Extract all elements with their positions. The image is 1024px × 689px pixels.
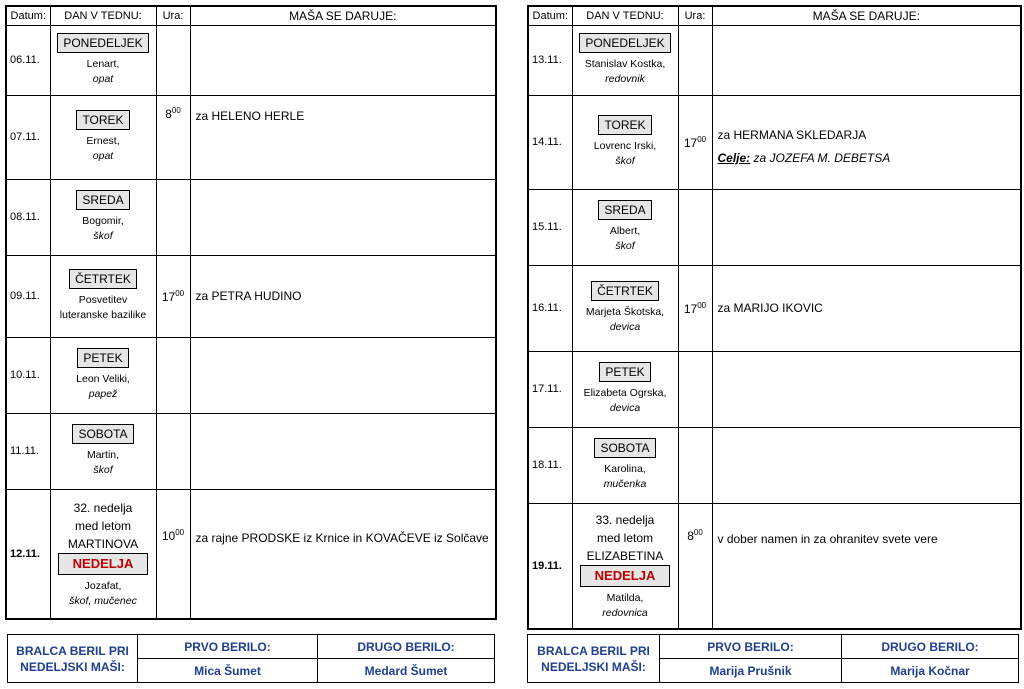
header-row <box>6 6 496 25</box>
saint-name: Karolina, <box>604 463 646 475</box>
mass-cell: za MARIJO IKOVIC <box>712 265 1021 351</box>
saint-name: Ernest, <box>86 135 120 147</box>
time-minutes: 00 <box>175 527 185 537</box>
readers-table-right <box>527 634 1019 683</box>
mass-cell: za rajne PRODSKE iz Krnice in KOVAČEVE iz Solčave <box>190 489 496 619</box>
mass-cell <box>712 427 1021 503</box>
readers-label: BRALCA BERIL PRI NEDELJSKI MAŠI: <box>528 635 660 683</box>
time-cell <box>678 95 712 189</box>
date-cell: 18.11. <box>528 427 572 503</box>
mass-cell <box>190 413 496 489</box>
table-row <box>6 25 496 95</box>
sunday-badge: NEDELJA <box>58 553 149 575</box>
time-cell <box>156 489 190 619</box>
sunday-week-number: 32. nedelja <box>73 500 133 515</box>
table-row <box>6 337 496 413</box>
time-cell <box>156 95 190 179</box>
schedule-table-right <box>527 5 1022 630</box>
date-cell: 09.11. <box>6 255 50 337</box>
day-cell <box>50 489 156 619</box>
time-cell <box>678 351 712 427</box>
saint-title: opat <box>92 150 114 162</box>
date-cell: 15.11. <box>528 189 572 265</box>
time-cell <box>156 179 190 255</box>
mass-cell: v dober namen in za ohranitev svete vere <box>712 503 1021 629</box>
mass-cell: za PETRA HUDINO <box>190 255 496 337</box>
schedule-table-left <box>5 5 497 620</box>
sunday-feast-name: ELIZABETINA <box>586 548 664 563</box>
time-cell <box>678 265 712 351</box>
mass-intention: za HERMANA SKLEDARJA <box>717 128 867 142</box>
first-reader-name: Mica Šumet <box>138 659 318 683</box>
mass-cell <box>712 351 1021 427</box>
mass-extra <box>718 150 1017 167</box>
weekday-badge: ČETRTEK <box>69 269 137 289</box>
saint-title: škof <box>615 155 635 167</box>
saint-title: opat <box>92 73 114 85</box>
sunday-feast-name: MARTINOVA <box>67 536 139 551</box>
second-reader-name: Medard Šumet <box>318 659 495 683</box>
mass-cell <box>712 95 1021 189</box>
time-cell <box>156 337 190 413</box>
time-hour: 10 <box>161 528 176 543</box>
day-cell <box>572 25 678 95</box>
mass-cell <box>190 337 496 413</box>
header-date: Datum: <box>6 6 50 25</box>
time-minutes: 00 <box>697 134 707 144</box>
time-hour: 17 <box>161 289 176 304</box>
date-cell: 16.11. <box>528 265 572 351</box>
saint-name: Albert, <box>609 225 641 237</box>
time-cell <box>678 427 712 503</box>
saint-title: škof <box>615 240 635 252</box>
saint-title: redovnik <box>605 73 645 85</box>
saint-title: papež <box>88 388 118 400</box>
saint-name-line2: luteranske bazilike <box>59 309 147 321</box>
sunday-week-season: med letom <box>74 518 132 533</box>
saint-title: škof, mučenec <box>69 594 137 607</box>
weekday-badge: PETEK <box>599 362 650 382</box>
mass-location: Celje: <box>717 151 751 165</box>
day-cell <box>572 503 678 629</box>
sunday-row <box>528 503 1021 629</box>
weekday-badge: SOBOTA <box>72 424 133 444</box>
header-row <box>528 6 1021 25</box>
time-minutes: 00 <box>171 105 181 115</box>
table-row <box>528 427 1021 503</box>
saint-title: devica <box>609 321 641 333</box>
saint-title: mučenka <box>603 478 647 490</box>
date-cell: 07.11. <box>6 95 50 179</box>
mass-cell <box>190 179 496 255</box>
saint-name: Martin, <box>86 449 120 461</box>
table-row <box>6 179 496 255</box>
time-minutes: 00 <box>697 300 707 310</box>
weekday-badge: PONEDELJEK <box>57 33 148 53</box>
saint-title: redovnica <box>602 606 648 619</box>
weekday-badge: SREDA <box>76 190 129 210</box>
weekday-badge: SOBOTA <box>594 438 655 458</box>
header-day: DAN V TEDNU: <box>572 6 678 25</box>
weekday-badge: TOREK <box>598 115 651 135</box>
first-reader-name: Marija Prušnik <box>660 659 842 683</box>
date-cell: 13.11. <box>528 25 572 95</box>
table-row <box>6 255 496 337</box>
mass-cell <box>190 25 496 95</box>
header-time: Ura: <box>156 6 190 25</box>
date-cell: 11.11. <box>6 413 50 489</box>
table-row <box>528 351 1021 427</box>
readers-table-left <box>7 634 495 683</box>
weekday-badge: PONEDELJEK <box>579 33 670 53</box>
time-hour: 17 <box>683 135 698 150</box>
saint-name: Elizabeta Ogrska, <box>583 387 667 399</box>
weekday-badge: PETEK <box>77 348 128 368</box>
readers-label: BRALCA BERIL PRI NEDELJSKI MAŠI: <box>8 635 138 683</box>
day-cell <box>50 337 156 413</box>
time-cell <box>156 25 190 95</box>
weekday-badge: TOREK <box>76 110 129 130</box>
time-hour: 8 <box>165 106 172 121</box>
saint-name: Bogomir, <box>82 215 124 227</box>
time-minutes: 00 <box>693 527 703 537</box>
saint-name: Leon Veliki, <box>76 373 130 385</box>
day-cell <box>572 351 678 427</box>
sunday-row <box>6 489 496 619</box>
weekday-badge: ČETRTEK <box>591 281 659 301</box>
day-cell <box>572 265 678 351</box>
sunday-badge: NEDELJA <box>580 565 671 587</box>
header-time: Ura: <box>678 6 712 25</box>
sunday-week-season: med letom <box>596 530 654 545</box>
readers-header-row <box>528 635 1019 659</box>
day-cell <box>50 255 156 337</box>
date-cell: 14.11. <box>528 95 572 189</box>
saint-name: Jozafat, <box>84 579 122 592</box>
second-reading-label: DRUGO BERILO: <box>842 635 1019 659</box>
table-row <box>6 95 496 179</box>
header-mass: MAŠA SE DARUJE: <box>712 6 1021 25</box>
table-row <box>528 25 1021 95</box>
time-minutes: 00 <box>175 288 185 298</box>
date-cell: 12.11. <box>6 489 50 619</box>
first-reading-label: PRVO BERILO: <box>138 635 318 659</box>
time-cell <box>156 255 190 337</box>
header-day: DAN V TEDNU: <box>50 6 156 25</box>
day-cell <box>50 95 156 179</box>
date-cell: 06.11. <box>6 25 50 95</box>
table-row <box>528 189 1021 265</box>
saint-name: Lenart, <box>86 58 120 70</box>
second-reading-label: DRUGO BERILO: <box>318 635 495 659</box>
day-cell <box>50 179 156 255</box>
day-cell <box>572 95 678 189</box>
time-cell <box>156 413 190 489</box>
date-cell: 08.11. <box>6 179 50 255</box>
time-cell <box>678 503 712 629</box>
weekday-badge: SREDA <box>598 200 651 220</box>
saint-title: škof <box>93 230 113 242</box>
time-cell <box>678 189 712 265</box>
header-date: Datum: <box>528 6 572 25</box>
time-hour: 8 <box>687 528 694 543</box>
readers-header-row <box>8 635 495 659</box>
mass-cell <box>712 25 1021 95</box>
first-reading-label: PRVO BERILO: <box>660 635 842 659</box>
mass-extra-intention: za JOZEFA M. DEBETSA <box>750 151 891 165</box>
table-row <box>528 95 1021 189</box>
day-cell <box>50 25 156 95</box>
mass-cell: za HELENO HERLE <box>190 95 496 179</box>
saint-name: Lovrenc Irski, <box>593 140 657 152</box>
sunday-week-number: 33. nedelja <box>595 512 655 527</box>
day-cell <box>572 189 678 265</box>
day-cell <box>572 427 678 503</box>
saint-name: Marjeta Škotska, <box>585 306 665 318</box>
table-row <box>6 413 496 489</box>
date-cell: 19.11. <box>528 503 572 629</box>
mass-cell <box>712 189 1021 265</box>
saint-name: Matilda, <box>606 591 644 604</box>
table-row <box>528 265 1021 351</box>
day-cell <box>50 413 156 489</box>
saint-name: Stanislav Kostka, <box>584 58 666 70</box>
saint-title: devica <box>609 402 641 414</box>
time-cell <box>678 25 712 95</box>
time-hour: 17 <box>683 301 698 316</box>
date-cell: 10.11. <box>6 337 50 413</box>
saint-name: Posvetitev <box>78 294 128 306</box>
second-reader-name: Marija Kočnar <box>842 659 1019 683</box>
date-cell: 17.11. <box>528 351 572 427</box>
saint-title: škof <box>93 464 113 476</box>
header-mass: MAŠA SE DARUJE: <box>190 6 496 25</box>
